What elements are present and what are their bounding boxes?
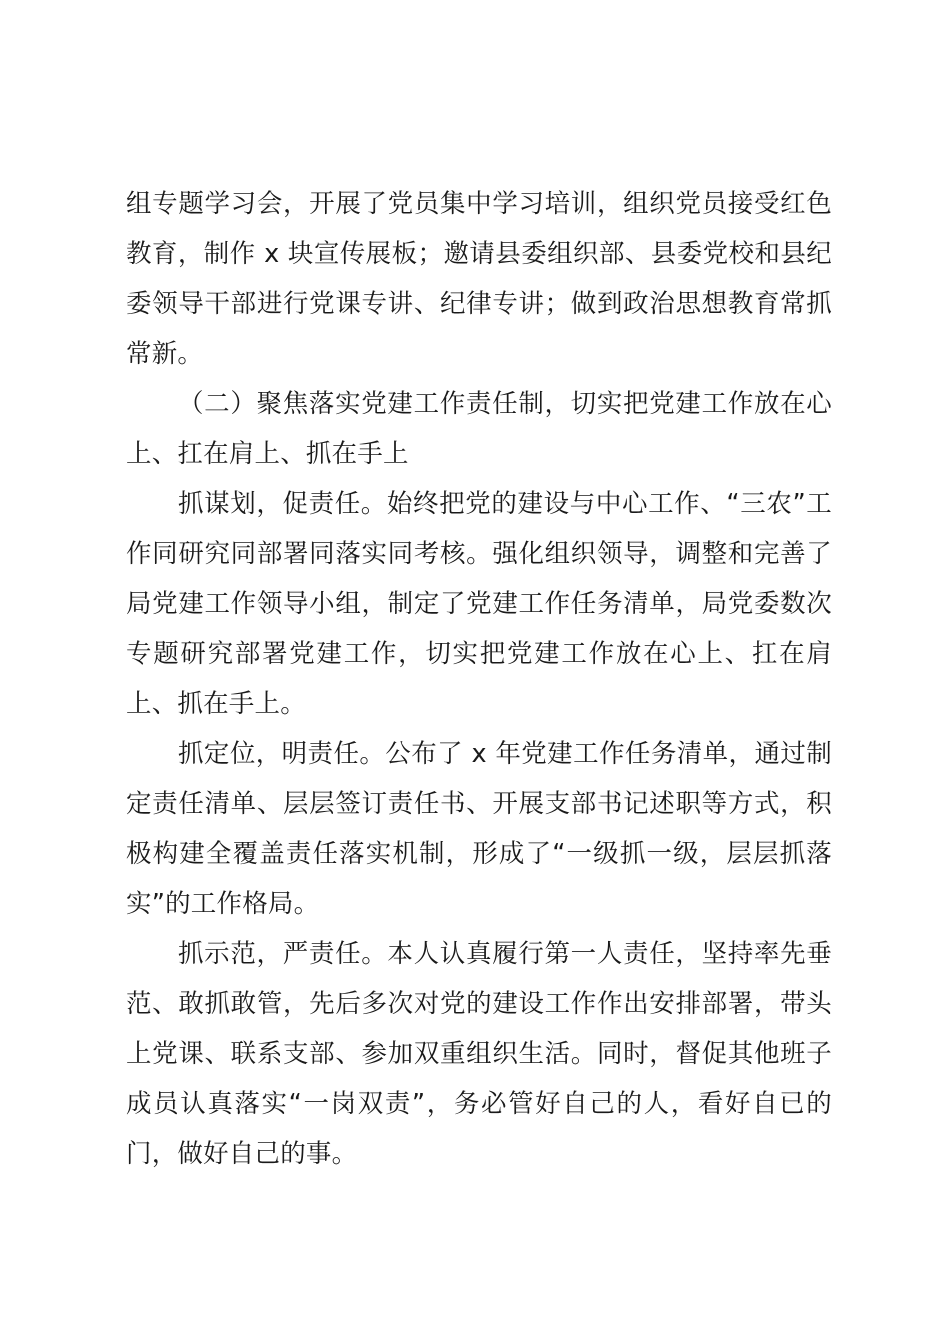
document-body — [126, 179, 832, 1179]
paragraph-example: 抓示范，严责任。本人认真履行第一人责任，坚持率先垂范、敢抓敢管，先后多次对党的建设工作作出安排部署，带头上党课、联系支部、参加双重组织生活。同时，督促其他班子成员认真落实“一岗双责”，务必管好自己的人，看好自已的门，做好自己的事。 — [126, 939, 832, 1169]
paragraph-positioning: 抓定位，明责任。公布了 x 年党建工作任务清单，通过制定责任清单、层层签订责任书、开展支部书记述职等方式，积极构建全覆盖责任落实机制，形成了“一级抓一级，层层抓落实”的工作格局。 — [126, 739, 832, 919]
section-heading: （二）聚焦落实党建工作责任制，切实把党建工作放在心上、扛在肩上、抓在手上 — [126, 389, 832, 469]
paragraph-planning: 抓谋划，促责任。始终把党的建设与中心工作、“三农”工作同研究同部署同落实同考核。强化组织领导，调整和完善了局党建工作领导小组，制定了党建工作任务清单，局党委数次专题研究部署党建工作，切实把党建工作放在心上、扛在肩上、抓在手上。 — [126, 489, 832, 719]
paragraph-continued: 组专题学习会，开展了党员集中学习培训，组织党员接受红色教育，制作 x 块宣传展板；邀请县委组织部、县委党校和县纪委领导干部进行党课专讲、纪律专讲；做到政治思想教育常抓常新。 — [126, 189, 832, 369]
